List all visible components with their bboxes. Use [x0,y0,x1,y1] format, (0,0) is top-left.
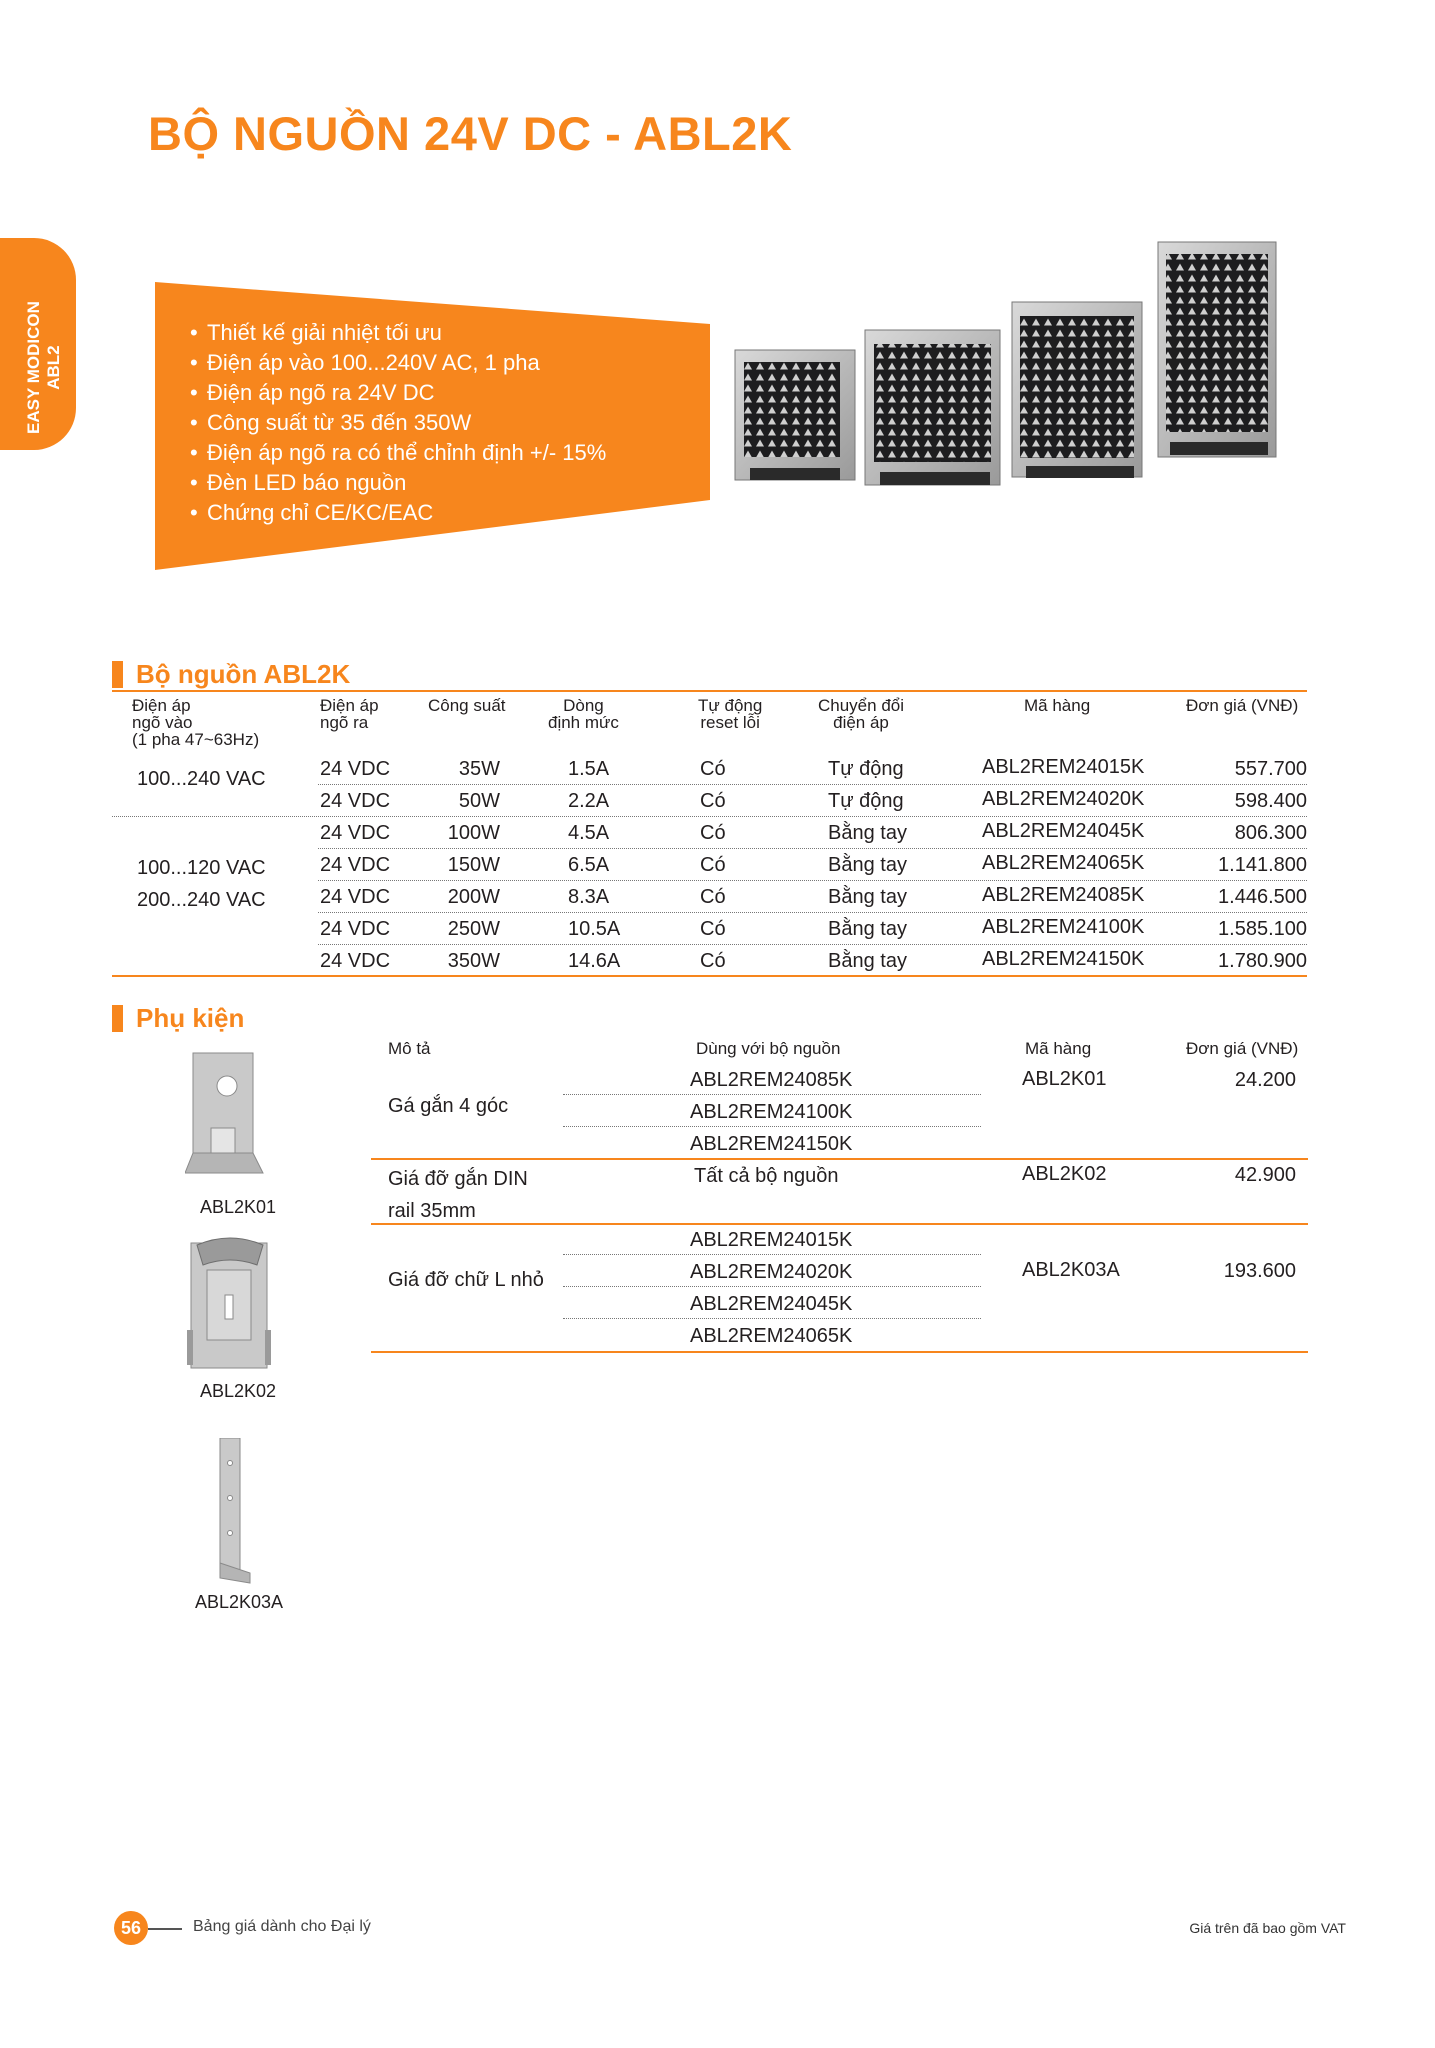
cell-reset: Có [700,790,726,812]
cell-output: 24 VDC [320,918,391,940]
section-title-accessories [112,1003,244,1034]
cell-reset: Có [700,758,726,780]
acc-code: ABL2K02 [1022,1163,1107,1185]
cell-code: ABL2REM24065K [982,852,1145,874]
acc-header-code: Mã hàng [1025,1039,1092,1058]
power-supply-35w [735,350,855,480]
feature-item: • Công suất từ 35 đến 350W [190,408,606,438]
cell-output: 24 VDC [320,950,391,972]
power-supply-images [730,240,1290,500]
cell-code: ABL2REM24085K [982,884,1145,906]
table-top-rule [112,690,1307,692]
dotted-rule [563,1126,981,1127]
header-price: Đơn giá (VNĐ) [1186,696,1299,715]
header-input: Điện áp ngõ vào (1 pha 47~63Hz) [132,696,260,749]
acc-header-desc: Mô tả [388,1039,431,1058]
cell-price: 557.700 [1234,758,1307,780]
acc-image-label: ABL2K03A [195,1592,284,1612]
acc-code: ABL2K03A [1022,1259,1120,1281]
acc-rule [371,1351,1308,1353]
acc-rule [371,1223,1308,1225]
section-title-power [112,659,350,690]
acc-use: ABL2REM24015K [690,1229,853,1251]
cell-power: 200W [447,886,500,908]
header-reset: Tự động reset lỗi [698,696,763,732]
side-tab [0,238,76,450]
cell-price: 1.780.900 [1218,950,1307,972]
cell-price: 1.446.500 [1218,886,1307,908]
feature-list [190,318,606,528]
table-bottom-rule [112,975,1307,977]
cell-power: 250W [447,918,500,940]
cell-power: 350W [447,950,500,972]
acc-image-label: ABL2K01 [200,1197,277,1217]
feature-item: • Điện áp ngõ ra có thể chỉnh định +/- 15% [190,438,606,468]
acc-price: 24.200 [1234,1069,1296,1091]
acc-rule [371,1158,1308,1160]
header-power: Công suất [428,696,506,715]
cell-switch: Bằng tay [828,918,907,940]
cell-current: 2.2A [568,790,610,812]
acc-price: 42.900 [1234,1164,1296,1186]
acc-desc: Giá đỡ chữ L nhỏ [388,1269,544,1291]
product-photos [730,240,1290,500]
cell-code: ABL2REM24020K [982,788,1145,810]
footer-right-text: Giá trên đã bao gồm VAT [1189,1920,1346,1936]
cell-reset: Có [700,950,726,972]
side-tab-line2: ABL2 [44,345,63,390]
cell-current: 10.5A [568,918,621,940]
section-title-accessories-text: Phụ kiện [136,1003,245,1033]
header-switch: Chuyển đổi điện áp [818,696,905,732]
page-number: 56 [114,1911,148,1945]
dotted-rule [318,912,1307,913]
cell-output: 24 VDC [320,790,391,812]
cell-switch: Bằng tay [828,854,907,876]
header-current: Dòng định mức [548,696,619,732]
cell-price: 1.585.100 [1218,918,1307,940]
cell-power: 50W [458,790,500,812]
acc-use: ABL2REM24065K [690,1325,853,1347]
footer-left-text: Bảng giá dành cho Đại lý [193,1918,371,1935]
acc-use: Tất cả bộ nguồn [694,1165,839,1187]
feature-item: • Điện áp vào 100...240V AC, 1 pha [190,348,606,378]
dotted-rule [318,944,1307,945]
cell-power: 35W [458,758,500,780]
feature-item: • Thiết kế giải nhiệt tối ưu [190,318,606,348]
acc-use: ABL2REM24020K [690,1261,853,1283]
dotted-rule [318,784,1307,785]
side-tab-line1: EASY MODICON [24,301,43,434]
cell-current: 1.5A [568,758,610,780]
dotted-rule [563,1094,981,1095]
feature-item: • Chứng chỉ CE/KC/EAC [190,498,606,528]
cell-current: 6.5A [568,854,610,876]
cell-output: 24 VDC [320,822,391,844]
cell-price: 598.400 [1234,790,1307,812]
cell-code: ABL2REM24100K [982,916,1145,938]
dotted-rule [318,848,1307,849]
input-group-1: 100...240 VAC [137,768,266,790]
acc-header-price: Đơn giá (VNĐ) [1186,1039,1299,1058]
dotted-rule [563,1254,981,1255]
power-supply-350w [1158,242,1276,457]
feature-item: • Điện áp ngõ ra 24V DC [190,378,606,408]
feature-item: • Đèn LED báo nguồn [190,468,606,498]
cell-switch: Bằng tay [828,886,907,908]
power-supply-200w [1012,302,1142,478]
power-supply-100w [865,330,1000,485]
input-group-2: 100...120 VAC 200...240 VAC [137,857,266,911]
acc-use: ABL2REM24150K [690,1133,853,1155]
dotted-rule [112,816,1307,817]
cell-price: 806.300 [1234,822,1307,844]
acc-image-label: ABL2K02 [200,1381,277,1401]
cell-switch: Bằng tay [828,822,907,844]
cell-power: 100W [447,822,500,844]
cell-power: 150W [447,854,500,876]
cell-reset: Có [700,854,726,876]
cell-switch: Tự động [828,758,904,780]
acc-header-use: Dùng với bộ nguồn [696,1039,841,1058]
cell-price: 1.141.800 [1218,854,1307,876]
bracket-abl2k02-image [185,1235,275,1380]
cell-code: ABL2REM24045K [982,820,1145,842]
cell-output: 24 VDC [320,758,391,780]
acc-desc: Giá đỡ gắn DIN rail 35mm [388,1168,528,1222]
section-marker [112,1005,123,1032]
cell-code: ABL2REM24015K [982,756,1145,778]
header-output: Điện áp ngõ ra [320,696,379,732]
section-title-power-text: Bộ nguồn ABL2K [136,659,351,689]
bracket-abl2k01-image [185,1048,265,1183]
cell-switch: Bằng tay [828,950,907,972]
acc-code: ABL2K01 [1022,1068,1107,1090]
cell-output: 24 VDC [320,886,391,908]
dotted-rule [318,880,1307,881]
bracket-abl2k03a-image [210,1438,255,1593]
header-code: Mã hàng [1024,696,1091,715]
acc-use: ABL2REM24045K [690,1293,853,1315]
section-marker [112,661,123,688]
page-title: BỘ NGUỒN 24V DC - ABL2K [148,107,793,160]
cell-current: 4.5A [568,822,610,844]
dotted-rule [563,1318,981,1319]
cell-reset: Có [700,822,726,844]
acc-use: ABL2REM24085K [690,1069,853,1091]
footer-rule [148,1928,182,1930]
cell-code: ABL2REM24150K [982,948,1145,970]
cell-current: 8.3A [568,886,610,908]
dotted-rule [563,1286,981,1287]
cell-switch: Tự động [828,790,904,812]
cell-current: 14.6A [568,950,621,972]
cell-reset: Có [700,918,726,940]
acc-desc: Gá gắn 4 góc [388,1095,509,1117]
side-tab-text [24,301,64,434]
cell-output: 24 VDC [320,854,391,876]
cell-reset: Có [700,886,726,908]
acc-price: 193.600 [1223,1260,1296,1282]
acc-use: ABL2REM24100K [690,1101,853,1123]
